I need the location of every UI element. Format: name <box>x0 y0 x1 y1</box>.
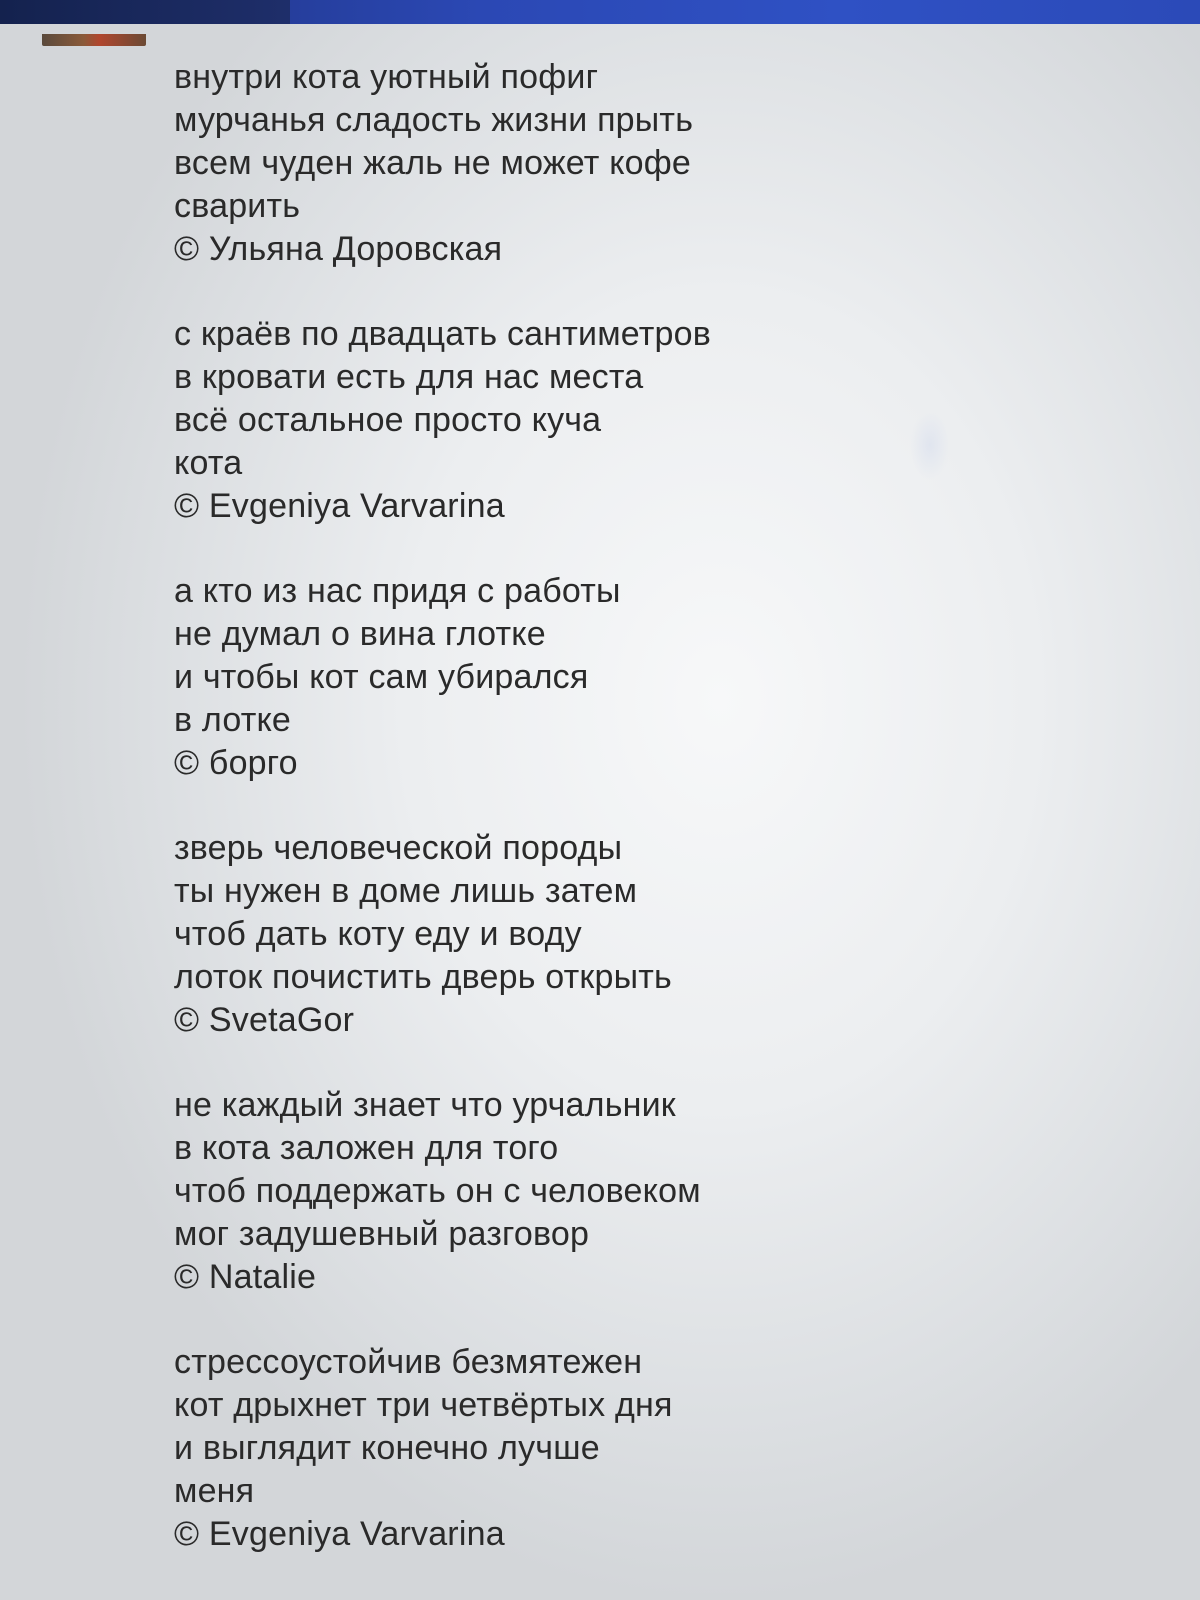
top-bar <box>0 0 1200 24</box>
poem-author: © борго <box>174 744 298 782</box>
poem-line: мурчанья сладость жизни прыть <box>174 101 694 139</box>
poem-line: меня <box>174 1472 255 1510</box>
poem-line: внутри кота уютный пофиг <box>174 58 599 96</box>
poem-author: © Natalie <box>174 1258 317 1296</box>
poem-author: © Evgeniya Varvarina <box>174 487 505 525</box>
poem-line: в лотке <box>174 701 292 739</box>
poem-line: и чтобы кот сам убирался <box>174 658 589 696</box>
poem-line: кота <box>174 444 243 482</box>
top-bar-dark-section <box>0 0 290 24</box>
poem-line: сварить <box>174 187 301 225</box>
poem <box>174 313 954 528</box>
poem-line: мог задушевный разговор <box>174 1215 590 1253</box>
poems-list <box>174 56 954 1598</box>
poem-line: всем чуден жаль не может кофе <box>174 144 692 182</box>
poem-line: с краёв по двадцать сантиметров <box>174 315 712 353</box>
poem-line: и выглядит конечно лучше <box>174 1429 600 1467</box>
poem-line: а кто из нас придя с работы <box>174 572 621 610</box>
poem-line: чтоб дать коту еду и воду <box>174 915 582 953</box>
poem-line: не каждый знает что урчальник <box>174 1086 676 1124</box>
poem-line: в кровати есть для нас места <box>174 358 644 396</box>
poem <box>174 1341 954 1556</box>
poem-line: ты нужен в доме лишь затем <box>174 872 638 910</box>
avatar[interactable] <box>42 34 146 46</box>
poem <box>174 827 954 1042</box>
poem-line: кот дрыхнет три четвёртых дня <box>174 1386 673 1424</box>
poem-line: в кота заложен для того <box>174 1129 559 1167</box>
poem-line: лоток почистить дверь открыть <box>174 958 672 996</box>
poem-line: стрессоустойчив безмятежен <box>174 1343 643 1381</box>
poem-author: © Evgeniya Varvarina <box>174 1515 505 1553</box>
poem <box>174 570 954 785</box>
poem-line: всё остальное просто куча <box>174 401 602 439</box>
poem-author: © Ульяна Доровская <box>174 230 503 268</box>
poem <box>174 56 954 271</box>
poem-author: © SvetaGor <box>174 1001 355 1039</box>
poem-line: зверь человеческой породы <box>174 829 623 867</box>
poem-line: чтоб поддержать он с человеком <box>174 1172 701 1210</box>
poem <box>174 1084 954 1299</box>
poem-line: не думал о вина глотке <box>174 615 546 653</box>
